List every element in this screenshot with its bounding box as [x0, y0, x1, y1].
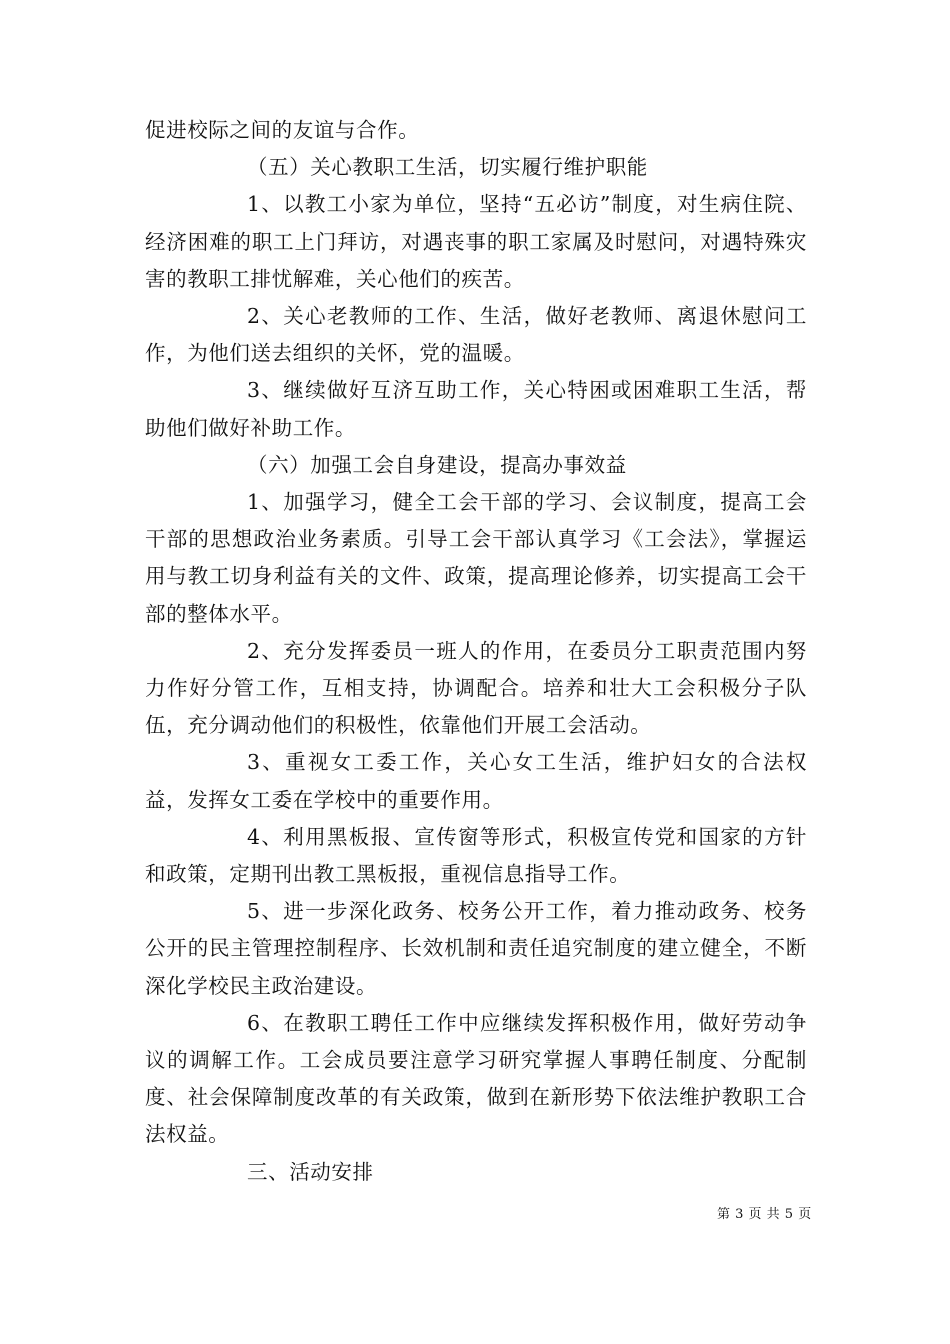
section-heading-6: （六）加强工会自身建设，提高办事效益 [247, 452, 627, 477]
section-heading-5: （五）关心教职工生活，切实履行维护职能 [247, 155, 648, 180]
page-number-footer: 第 3 页 共 5 页 [717, 1207, 812, 1222]
paragraph-6-5: 5、进一步深化政务、校务公开工作，着力推动政务、校务公开的民主管理控制程序、长效机制和责任追究制度的建立健全，不断深化学校民主政治建设。 [145, 899, 807, 998]
paragraph-6-4: 4、利用黑板报、宣传窗等形式，积极宣传党和国家的方针和政策，定期刊出教工黑板报，重视信息指导工作。 [145, 824, 807, 887]
paragraph-5-2: 2、关心老教师的工作、生活，做好老教师、离退休慰问工作，为他们送去组织的关怀，党的温暖。 [145, 304, 807, 366]
paragraph-continuation: 促进校际之间的友谊与合作。 [145, 118, 420, 142]
paragraph-5-1: 1、以教工小家为单位，坚持“五必访”制度，对生病住院、经济困难的职工上门拜访，对遇丧事的职工家属及时慰问，对遇特殊灾害的教职工排忧解难，关心他们的疾苦。 [145, 192, 807, 291]
paragraph-6-3: 3、重视女工委工作，关心女工生活，维护妇女的合法权益，发挥女工委在学校中的重要作用。 [145, 750, 807, 812]
paragraph-6-2: 2、充分发挥委员一班人的作用，在委员分工职责范围内努力作好分管工作，互相支持，协调配合。培养和壮大工会积极分子队伍，充分调动他们的积极性，依靠他们开展工会活动。 [145, 638, 807, 738]
document-body [145, 112, 807, 1191]
paragraph-6-6: 6、在教职工聘任工作中应继续发挥积极作用，做好劳动争议的调解工作。工会成员要注意学习研究掌握人事聘任制度、分配制度、社会保障制度改革的有关政策，做到在新形势下依法维护教职工合法权益。 [145, 1010, 807, 1147]
paragraph-5-3: 3、继续做好互济互助工作，关心特困或困难职工生活，帮助他们做好补助工作。 [145, 378, 807, 440]
section-heading-activities: 三、活动安排 [247, 1159, 374, 1184]
paragraph-6-1: 1、加强学习，健全工会干部的学习、会议制度，提高工会干部的思想政治业务素质。引导工会干部认真学习《工会法》，掌握运用与教工切身利益有关的文件、政策，提高理论修养，切实提高工会干部的整体水平。 [145, 490, 807, 626]
